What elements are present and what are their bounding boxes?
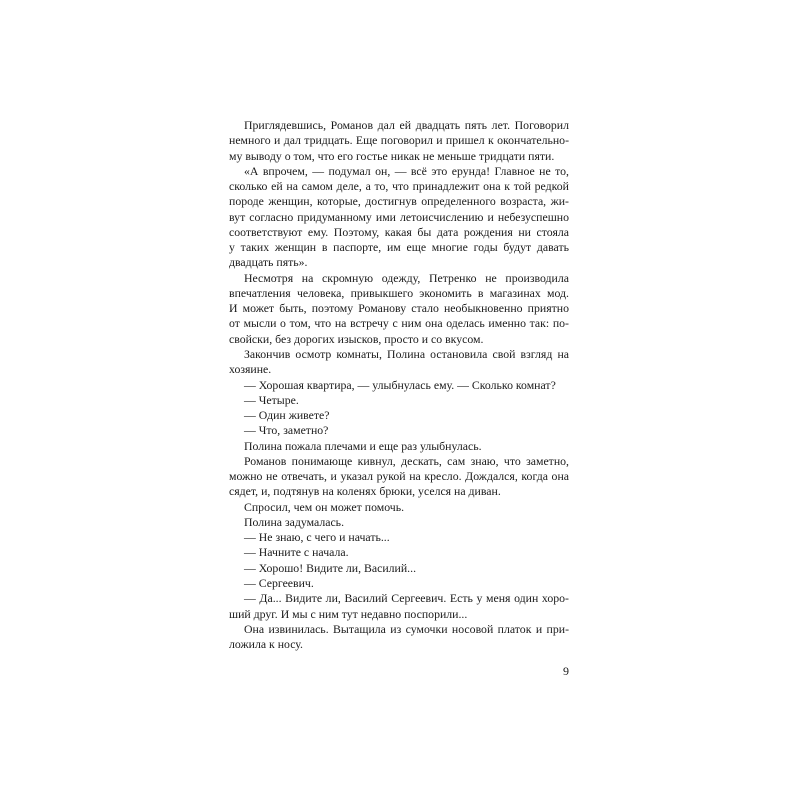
text-line: сколько ей на самом деле, а то, что принадлежит она к той редкой	[229, 179, 569, 194]
text-line: — Хорошая квартира, — улыбнулась ему. — Сколько комнат?	[244, 377, 556, 392]
text-line: — Сергеевич.	[244, 575, 314, 590]
text-line: — Четыре.	[244, 392, 299, 407]
dialogue-line	[229, 530, 569, 545]
text-line: му выводу о том, что его гостье никак не меньше тридцати пяти.	[229, 148, 555, 163]
dialogue-line	[229, 561, 569, 576]
text-line: у таких женщин в паспорте, им еще многие годы будут давать	[229, 240, 569, 255]
text-line: — Хорошо! Видите ли, Василий...	[244, 560, 417, 575]
text-line: можно не отвечать, и указал рукой на кресло. Дождался, когда она	[229, 469, 569, 484]
text-line: Закончив осмотр комнаты, Полина остановила свой взгляд на	[244, 346, 569, 361]
text-line: впечатления человека, привыкшего экономить в магазинах мод.	[229, 285, 569, 300]
dialogue-line	[229, 378, 569, 393]
text-line: свойски, без дорогих изысков, просто и со вкусом.	[229, 331, 484, 346]
text-line: ший друг. И мы с ним тут недавно поспорили...	[229, 606, 468, 621]
paragraph	[229, 118, 569, 164]
paragraph	[229, 271, 569, 347]
text-line: Приглядевшись, Романов дал ей двадцать пять лет. Поговорил	[244, 118, 569, 132]
text-line: Спросил, чем он может помочь.	[244, 499, 405, 514]
text-line: «А впрочем, — подумал он, — всё это ерунда! Главное не то,	[244, 163, 569, 178]
dialogue-line	[229, 576, 569, 591]
text-line: И может быть, поэтому Романову стало необыкновенно приятно	[229, 301, 569, 316]
text-line: от мысли о том, что на встречу с ним она оделась именно так: по-	[229, 316, 569, 331]
paragraph	[229, 500, 569, 515]
text-line: Полина пожала плечами и еще раз улыбнулась.	[244, 438, 482, 453]
dialogue-line	[229, 591, 569, 622]
text-line: соответствуют ему. Поэтому, какая бы дата рождения ни стояла	[229, 224, 569, 239]
text-line: — Один живете?	[244, 408, 330, 423]
text-line: сядет, и, подтянув на коленях брюки, уселся на диван.	[229, 484, 501, 499]
paragraph	[229, 439, 569, 454]
text-line: Несмотря на скромную одежду, Петренко не производила	[244, 270, 569, 285]
text-line: Романов понимающе кивнул, дескать, сам знаю, что заметно,	[244, 453, 569, 468]
text-line: двадцать пять».	[229, 255, 308, 270]
text-block	[229, 118, 569, 652]
text-line: — Начните с начала.	[244, 545, 349, 560]
text-line: Она извинилась. Вытащила из сумочки носовой платок и при-	[244, 621, 569, 636]
text-line: ложила к носу.	[229, 637, 303, 652]
paragraph	[229, 347, 569, 378]
text-line: — Что, заметно?	[244, 423, 329, 438]
dialogue-line	[229, 393, 569, 408]
paragraph	[229, 622, 569, 653]
text-line: Полина задумалась.	[244, 514, 345, 529]
dialogue-line	[229, 545, 569, 560]
page-number: 9	[563, 664, 569, 678]
text-line: хозяине.	[229, 362, 272, 377]
text-line: — Да... Видите ли, Василий Сергеевич. Есть у меня один хоро-	[244, 591, 569, 606]
text-line: вут согласно придуманному ими летоисчислению и небезуспешно	[229, 209, 569, 224]
text-line: немного и дал тридцать. Еще поговорил и пришел к окончательно-	[229, 133, 569, 148]
text-line: породе женщин, которые, достигнув определенного возраста, жи-	[229, 194, 569, 209]
paragraph	[229, 515, 569, 530]
paragraph	[229, 164, 569, 271]
text-line: — Не знаю, с чего и начать...	[244, 530, 390, 545]
dialogue-line	[229, 423, 569, 438]
dialogue-line	[229, 408, 569, 423]
paragraph	[229, 454, 569, 500]
